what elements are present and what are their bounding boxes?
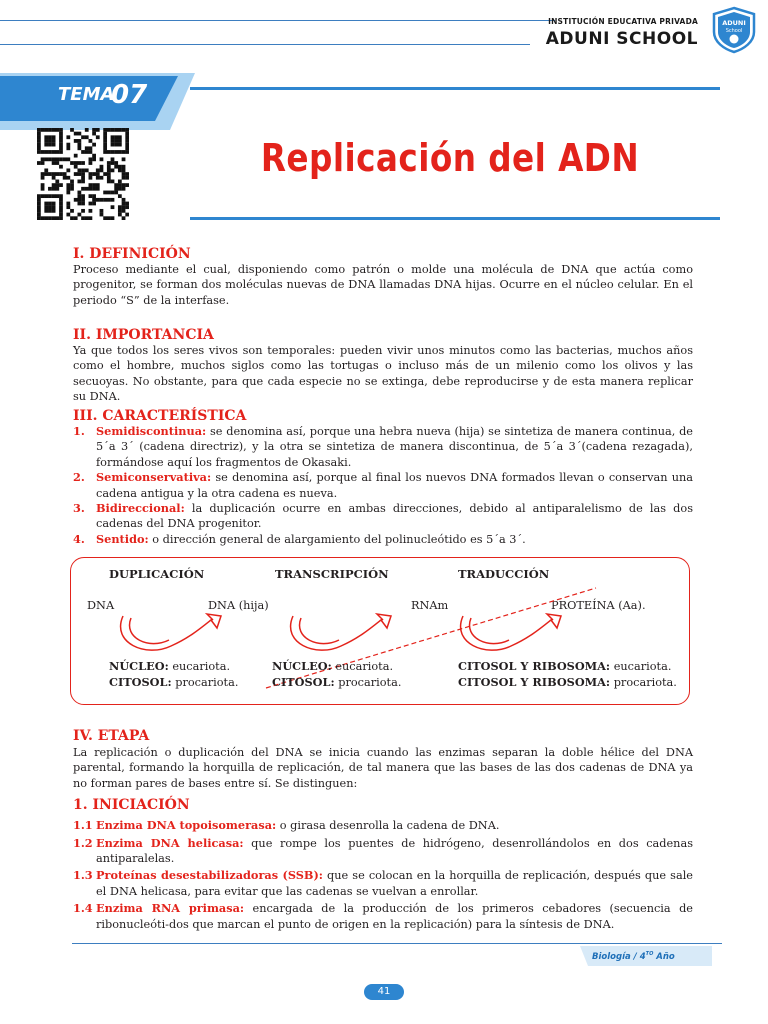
location-duplicacion-2: [109, 675, 238, 689]
title-rule-top: [190, 87, 720, 90]
importancia-heading: II. IMPORTANCIA: [73, 327, 214, 343]
location-transcripcion-2: [272, 675, 401, 689]
iniciacion-heading: 1. INICIACIÓN: [73, 797, 190, 814]
section-importancia: [73, 327, 693, 405]
logo-text-bottom: School: [725, 28, 743, 34]
location-term: NÚCLEO:: [272, 659, 332, 673]
header-line-top: [0, 20, 555, 21]
location-value: procariota.: [171, 676, 239, 689]
diagram-molecule-dna-hija: DNA (hija): [208, 599, 269, 612]
section-etapa: [73, 728, 693, 932]
location-term: CITOSOL:: [272, 675, 335, 689]
institution-label: INSTITUCIÓN EDUCATIVA PRIVADA: [548, 17, 698, 26]
item-text: la duplicación ocurre en ambas direcciones, debido al antiparalelismo de las dos cadenas del DNA progenitor.: [96, 502, 693, 531]
list-item: [73, 818, 693, 833]
tema-number: 07: [111, 80, 148, 110]
section-caracteristica: [73, 408, 693, 547]
diagram-dashed-divider: [266, 588, 596, 688]
page-number: 41: [364, 984, 404, 1000]
diagram-molecule-rnam: RNAm: [411, 599, 449, 612]
central-dogma-diagram: [70, 557, 690, 705]
item-term: Semidiscontinua:: [96, 424, 207, 438]
definicion-text: Proceso mediante el cual, disponiendo como patrón o molde una molécula de DNA que actúa como progenitor, se forman dos moléculas nuevas de DNA llamadas DNA hijas. Ocurre en el núcleo celular. En el periodo “S” de la interfase.: [73, 263, 693, 307]
caracteristica-heading: III. CARACTERÍSTICA: [73, 408, 247, 424]
location-value: procariota.: [610, 676, 677, 689]
importancia-text: Ya que todos los seres vivos son temporales: pueden vivir unos minutos como las bacterias, muchos años como el hombre, muchos siglos como las tortugas o incluso más de un milenio como los olivos y las secuoyas. No obstante, para que cada especie no se extinga, debe reproducirse y de esta manera replicar su DNA.: [73, 344, 693, 404]
item-term: Semiconservativa:: [96, 470, 212, 485]
item-number: 1.1: [73, 818, 93, 833]
diagram-header-transcripcion: TRANSCRIPCIÓN: [275, 567, 389, 581]
item-term: Enzima DNA helicasa:: [96, 835, 244, 850]
list-item: [73, 470, 693, 501]
item-number: 1.: [73, 424, 85, 438]
footer-sup: TO: [645, 951, 654, 957]
footer-grade: Año: [653, 951, 675, 962]
list-item: [73, 532, 693, 547]
diagram-header-traduccion: TRADUCCIÓN: [458, 567, 550, 581]
list-item: [73, 424, 693, 470]
section-definicion: [73, 246, 693, 308]
etapa-text: La replicación o duplicación del DNA se inicia cuando las enzimas separan la doble hélice del DNA parental, formando la horquilla de replicación, de tal manera que las bases de las dos cadenas de DNA ya no forman pares de bases entre sí. Se distinguen:: [73, 746, 693, 790]
location-term: CITOSOL Y RIBOSOMA:: [458, 675, 611, 689]
logo-text-top: ADUNI: [722, 19, 746, 27]
item-number: 4.: [73, 531, 85, 546]
arrow-traduccion-inner-icon: [470, 618, 509, 644]
location-value: eucariota.: [610, 660, 672, 673]
item-term: Bidireccional:: [96, 501, 185, 516]
school-name: ADUNI SCHOOL: [545, 29, 698, 49]
item-number: 1.4: [73, 901, 93, 916]
location-value: procariota.: [334, 676, 402, 689]
item-text: que se colocan en la horquilla de replicación, después que sale el DNA helicasa, para evitar que las cadenas se vuelvan a enrollar.: [96, 869, 693, 898]
title-rule-bottom: [190, 217, 720, 220]
item-text: o girasa desenrolla la cadena de DNA.: [276, 819, 500, 833]
arrow-duplicacion-icon: [121, 614, 221, 650]
item-term: Enzima RNA primasa:: [96, 901, 245, 916]
item-term: Enzima DNA topoisomerasa:: [96, 818, 277, 833]
tema-label: TEMA: [58, 84, 115, 105]
item-number: 2.: [73, 470, 85, 485]
item-term: Sentido:: [96, 531, 149, 546]
list-item: [73, 901, 693, 932]
item-number: 1.2: [73, 835, 93, 850]
location-term: NÚCLEO:: [109, 659, 169, 673]
list-item: [73, 501, 693, 532]
footer-line: [72, 943, 722, 944]
diagram-molecule-dna: DNA: [87, 599, 115, 612]
location-traduccion-2: [458, 675, 677, 689]
location-value: eucariota.: [331, 660, 394, 673]
location-transcripcion-1: [272, 659, 393, 673]
location-term: CITOSOL:: [109, 675, 172, 689]
item-term: Proteínas desestabilizadoras (SSB):: [96, 868, 323, 883]
footer-subject-text: Biología / 4: [592, 951, 646, 962]
location-value: eucariota.: [168, 660, 231, 673]
arrow-traduccion-icon: [461, 614, 561, 650]
school-shield-logo: [710, 6, 758, 54]
list-item: [73, 868, 693, 899]
item-text: o dirección general de alargamiento del polinucleótido es 5´a 3´.: [148, 532, 526, 546]
footer-subject: [592, 951, 675, 962]
header-line-bottom: [0, 44, 530, 45]
arrow-transcripcion-inner-icon: [300, 618, 339, 644]
page-title: Replicación del ADN: [260, 136, 640, 180]
item-text: que rompe los puentes de hidrógeno, desenrollándolos en dos cadenas antiparalelas.: [96, 836, 693, 866]
etapa-heading: IV. ETAPA: [73, 728, 150, 744]
diagram-header-duplicacion: DUPLICACIÓN: [109, 567, 205, 581]
item-text: encargada de la producción de los primeros cebadores (secuencia de ribonucleóti-dos que marcan el punto de origen en la replicación) para la síntesis de DNA.: [96, 902, 693, 931]
location-traduccion-1: [458, 659, 671, 673]
item-text: se denomina así, porque al final los nuevos DNA formados llevan o conservan una cadena antigua y la otra cadena es nueva.: [96, 471, 693, 500]
location-duplicacion-1: [109, 659, 230, 673]
definicion-heading: I. DEFINICIÓN: [73, 246, 191, 262]
item-number: 1.3: [73, 868, 93, 883]
location-term: CITOSOL Y RIBOSOMA:: [458, 659, 611, 673]
arrow-transcripcion-icon: [291, 614, 391, 650]
item-text: se denomina así, porque una hebra nueva (hija) se sintetiza de manera continua, de 5´a 3´ (cadena directriz), y la otra se sintetiza de manera discontinua, de 5´a 3´(cadena rezagada), formándose aquí los fragmentos de Okasaki.: [96, 425, 693, 469]
item-number: 3.: [73, 501, 85, 516]
list-item: [73, 836, 693, 867]
diagram-molecule-proteina: PROTEÍNA (Aa).: [551, 599, 646, 612]
qr-code[interactable]: [37, 128, 129, 220]
arrow-duplicacion-inner-icon: [130, 618, 169, 644]
